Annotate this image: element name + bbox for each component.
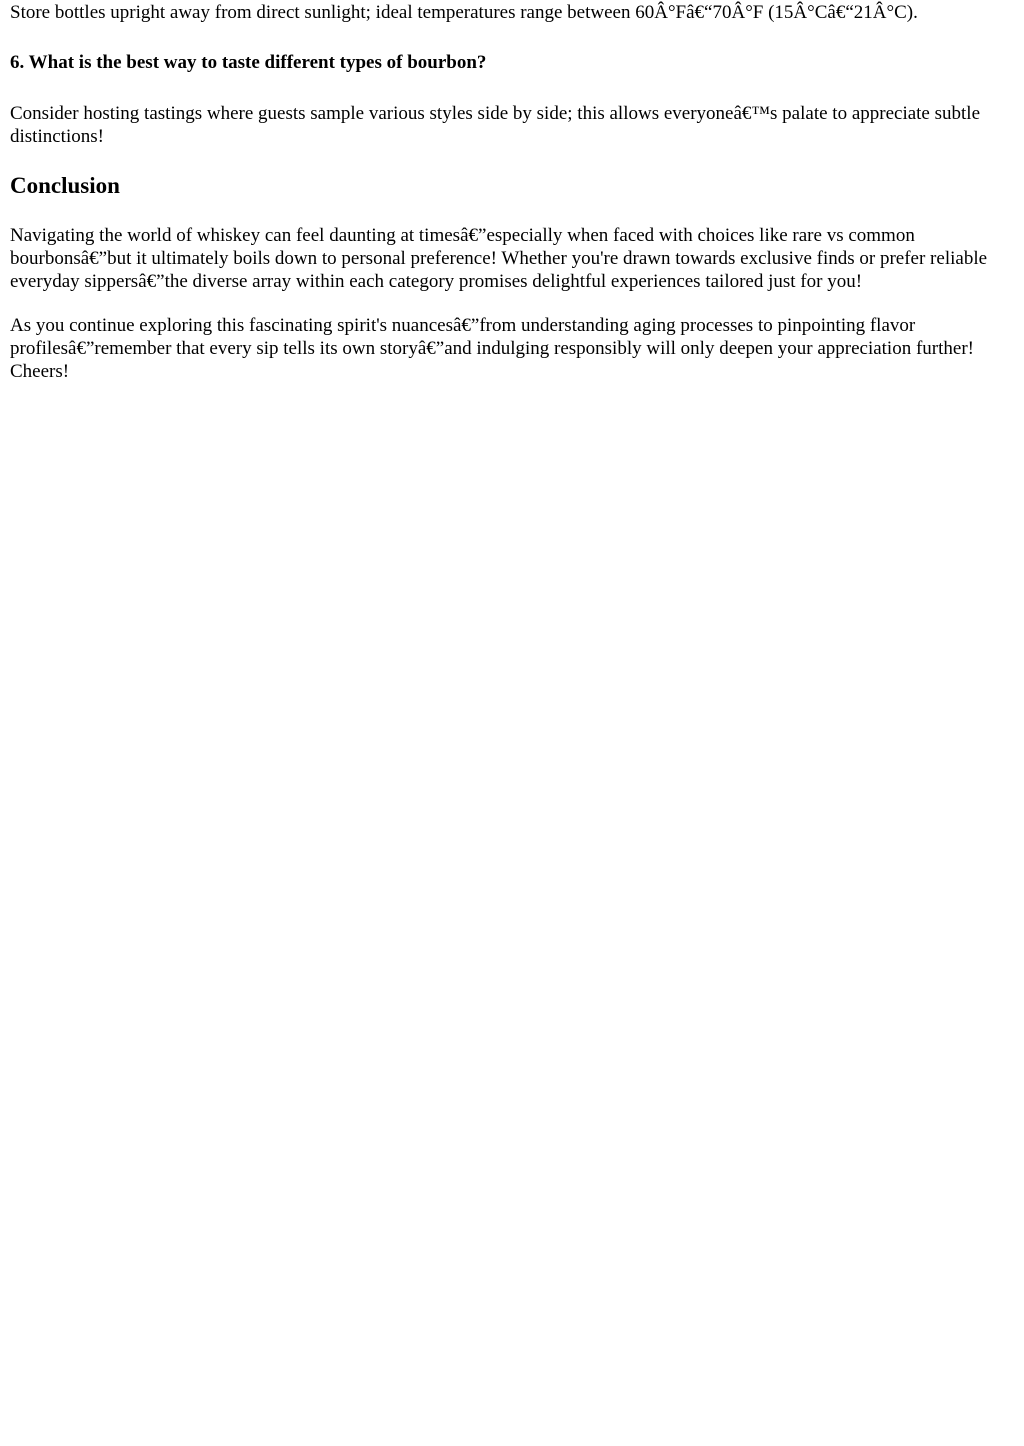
storage-paragraph: Store bottles upright away from direct sunlight; ideal temperatures range between 60Â°Fâ€“70Â°F (15Â°Câ€“21Â°C). xyxy=(10,2,918,23)
conclusion-paragraph-2: As you continue exploring this fascinating spirit's nuancesâ€”from understanding aging processes to pinpointing flavor profilesâ€”remember that every sip tells its own storyâ€”and indulging responsibly will only deepen your appreciation further! Cheers! xyxy=(10,315,974,382)
conclusion-heading: Conclusion xyxy=(10,173,120,198)
faq-answer-6: Consider hosting tastings where guests sample various styles side by side; this allows everyoneâ€™s palate to appreciate subtle distinctions! xyxy=(10,103,981,147)
article-body xyxy=(0,0,1024,383)
conclusion-paragraph-1: Navigating the world of whiskey can feel daunting at timesâ€”especially when faced with choices like rare vs common bourbonsâ€”but it ultimately boils down to personal preference! Whether you're drawn towards exclusive finds or prefer reliable everyday sippersâ€”the diverse array within each category promises delightful experiences tailored just for you! xyxy=(10,225,988,292)
faq-question-6: 6. What is the best way to taste different types of bourbon? xyxy=(10,52,487,73)
